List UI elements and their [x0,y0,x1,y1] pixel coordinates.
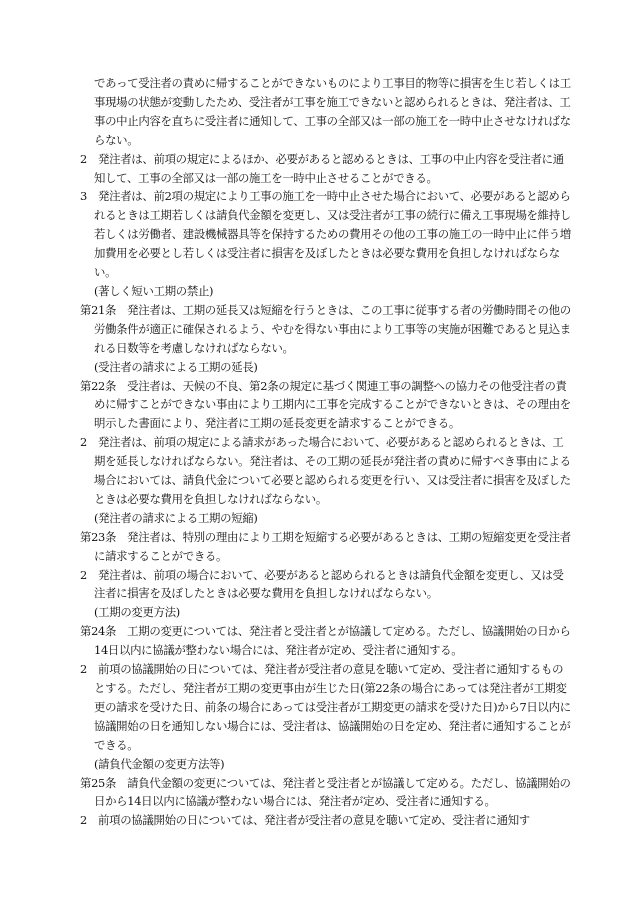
paragraph-20-3: 3 発注者は、前2項の規定により工事の施工を一時中止させた場合において、必要があると認められるときは工期若しくは請負代金額を変更し、又は受注者が工事の続行に備え工事現場を維持し若しくは労働者、建設機械器具等を保持するための費用その他の工事の施工の一時中止に伴う増加費用を必要とし若しくは受注者に損害を及ぼしたときは必要な費用を負担しなければならない。 [80,189,571,280]
article-caption-25: (請負代金額の変更方法等) [94,756,225,771]
article-caption-24: (工期の変更方法) [94,605,180,620]
article-caption-21: (著しく短い工期の禁止) [94,283,214,298]
article-23: 第23条 発注者は、特別の理由により工期を短縮する必要があるときは、工期の短縮変更を受注者に請求することができる。 [80,529,571,563]
paragraph-20-2: 2 発注者は、前項の規定によるほか、必要があると認めるときは、工事の中止内容を受注者に通知して、工事の全部又は一部の施工を一時中止させることができる。 [80,151,564,185]
continued-paragraph: であって受注者の責めに帰することができないものにより工事目的物等に損害を生じ若しくは工事現場の状態が変動したため、受注者が工事を施工できないと認められるときは、発注者は、工事の中止内容を直ちに受注者に通知して、工事の全部又は一部の施工を一時中止させなければならない。 [94,76,571,147]
article-21: 第21条 発注者は、工期の延長又は短縮を行うときは、この工事に従事する者の労働時間その他の労働条件が適正に確保されるよう、やむを得ない事由により工事等の実施が困難であると見込まれる日数等を考慮しなければならない。 [80,302,571,355]
article-22: 第22条 受注者は、天候の不良、第2条の規定に基づく関連工事の調整への協力その他受注者の責めに帰すことができない事由により工期内に工事を完成することができないときは、その理由を明示した書面により、発注者に工期の延長変更を請求することができる。 [80,378,571,431]
paragraph-25-2: 2 前項の協議開始の日については、発注者が受注者の意見を聴いて定め、受注者に通知す [80,813,530,828]
paragraph-24-2: 2 前項の協議開始の日については、発注者が受注者の意見を聴いて定め、受注者に通知するものとする。ただし、発注者が工期の変更事由が生じた日(第22条の場合にあっては発注者が工期変更の請求を受けた日、前条の場合にあっては受注者が工期変更の請求を受けた日)から7日以内に協議開始の日を通知しない場合には、受注者は、協議開始の日を定め、発注者に通知することができる。 [80,662,571,752]
article-24: 第24条 工期の変更については、発注者と受注者とが協議して定める。ただし、協議開始の日から14日以内に協議が整わない場合には、発注者が定め、受注者に通知する。 [80,624,571,658]
paragraph-22-2: 2 発注者は、前項の規定による請求があった場合において、必要があると認められるときは、工期を延長しなければならない。発注者は、その工期の延長が発注者の責めに帰すべき事由による場合においては、請負代金について必要と認められる変更を行い、又は受注者に損害を及ぼしたときは必要な費用を負担しなければならない。 [80,435,571,506]
article-caption-22: (受注者の請求による工期の延長) [94,359,258,374]
paragraph-23-2: 2 発注者は、前項の場合において、必要があると認められるときは請負代金額を変更し、又は受注者に損害を及ぼしたときは必要な費用を負担しなければならない。 [80,567,564,601]
article-25: 第25条 請負代金額の変更については、発注者と受注者とが協議して定める。ただし、協議開始の日から14日以内に協議が整わない場合には、発注者が定め、受注者に通知する。 [80,775,571,809]
article-caption-23: (発注者の請求による工期の短縮) [94,510,258,525]
